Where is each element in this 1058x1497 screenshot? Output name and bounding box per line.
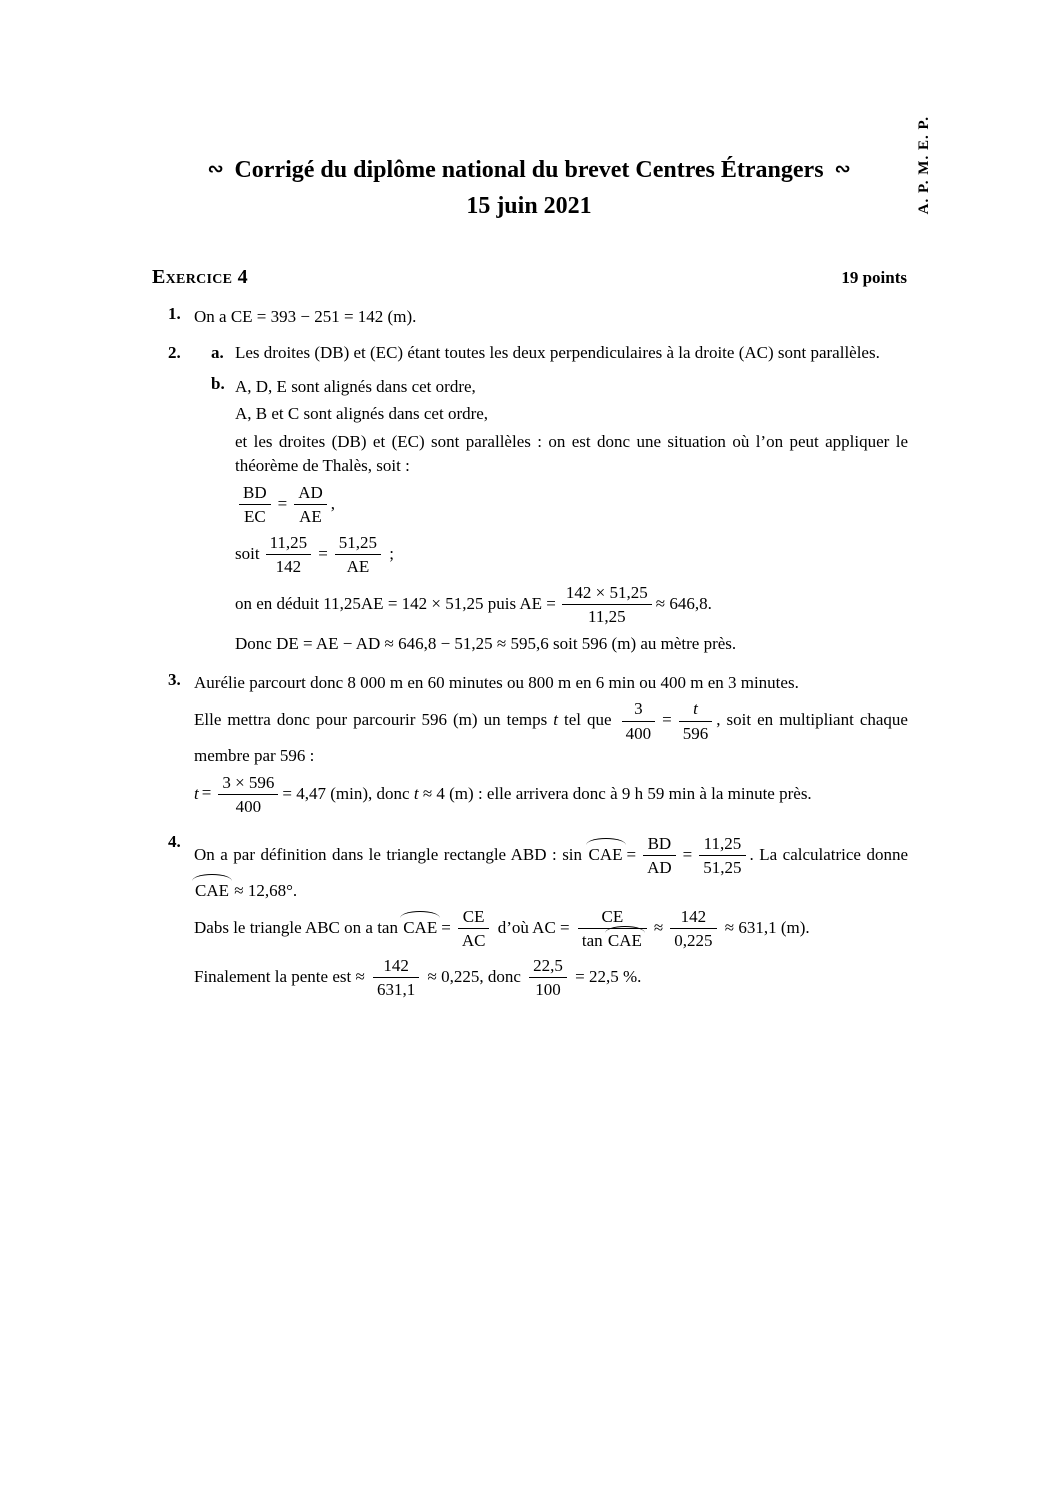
solution-item-1 [168, 302, 908, 332]
fraction-numerator: CE [458, 907, 490, 930]
approx-sign: ≈ [653, 917, 664, 937]
text-segment: Finalement la pente est ≈ [194, 966, 370, 986]
solution-item-4 [168, 830, 908, 1004]
floral-ornament-left-icon: ∾ [207, 158, 224, 180]
speed-statement: Aurélie parcourt donc 8 000 m en 60 minutes ou 800 m en 6 min ou 400 m en 3 minutes. [194, 673, 799, 693]
fraction-numerator: CE [578, 907, 647, 930]
item-number: 2. [168, 343, 181, 363]
fraction-numerator: 22,5 [529, 956, 567, 979]
angle-cae-hat [194, 879, 230, 903]
fraction-denominator: AE [299, 507, 322, 527]
angle-name: CAE [195, 880, 229, 900]
text-segment: . La calculatrice donne [749, 844, 908, 864]
title-text: Corrigé du diplôme national du brevet Centres Étrangers [234, 157, 824, 183]
angle-name: CAE [607, 931, 642, 951]
exercise-points: 19 points [841, 268, 907, 287]
item2a-text: Les droites (DB) et (EC) étant toutes les deux perpendiculaires à la droite (AC) sont parallèles. [235, 343, 880, 363]
text-segment: ≈ 12,68°. [230, 880, 298, 900]
sub-item-body [235, 372, 908, 659]
fraction-numerator: BD [239, 483, 271, 506]
slope-conclusion-paragraph [194, 955, 908, 1001]
equation-lead: soit [235, 543, 260, 563]
tangent-calculation-paragraph [194, 906, 908, 952]
variable-t: t [413, 783, 419, 803]
exercise-title: Exercice 4 [152, 266, 248, 288]
text-segment: = 4,47 (min), donc [282, 783, 414, 803]
fraction-numerator: AD [294, 483, 327, 506]
text-segment: , soit en multipliant chaque membre par 596 : [194, 710, 908, 766]
fraction [679, 699, 713, 743]
fraction-numerator: 142 [670, 907, 716, 930]
apmep-vertical-label: A. P. M. E. P. [916, 116, 932, 215]
fraction [562, 583, 652, 627]
fraction [622, 699, 656, 743]
title-date: 15 juin 2021 [466, 193, 592, 219]
item-number: 4. [168, 831, 181, 851]
sine-definition-paragraph [194, 833, 908, 903]
equals-sign: = [682, 844, 693, 864]
text-segment: d’où AC = [493, 917, 574, 937]
fraction-denominator: AD [647, 858, 672, 878]
fraction [373, 956, 419, 1000]
fraction-numerator: 3 × 596 [218, 773, 278, 796]
fraction-denominator: AC [461, 931, 486, 951]
sub-item-2b [211, 372, 908, 659]
fraction-denominator: 51,25 [703, 858, 742, 878]
equation-thales-ratio [235, 482, 908, 528]
equals-sign: = [626, 844, 637, 864]
thales-statement: et les droites (DB) et (EC) sont parallèles : on est donc une situation où l’on peut appliquer le théorème de Thalès, soit : [235, 431, 908, 475]
variable-t: t [553, 710, 558, 730]
sub-item-label: b. [211, 374, 225, 394]
sub-item-body [235, 341, 908, 365]
solution-item-2 [168, 341, 908, 659]
fraction-denominator: 0,225 [674, 931, 713, 951]
item-number: 1. [168, 304, 181, 323]
angle-cae-hat [607, 931, 643, 951]
sub-item-label: a. [211, 343, 224, 363]
equals-sign: = [662, 710, 672, 730]
text-segment: = 22,5 %. [570, 966, 642, 986]
angle-cae-hat [402, 916, 438, 940]
alignment-statement-1: A, D, E sont alignés dans cet ordre, [235, 377, 476, 397]
equals-sign: = [441, 917, 451, 937]
fraction-denominator: 11,25 [588, 607, 626, 627]
time-proportion-paragraph [194, 698, 908, 768]
fraction [335, 533, 381, 577]
fraction [699, 834, 745, 878]
equation-ae-result [235, 582, 908, 628]
fraction-denominator: 596 [682, 723, 709, 743]
text-segment: ≈ 631,1 (m). [720, 917, 810, 937]
equation-tail: ≈ 646,8. [655, 593, 712, 613]
item-body [194, 341, 908, 659]
equals-sign: = [318, 543, 328, 563]
fraction-denominator: 142 [275, 557, 302, 577]
fraction [670, 907, 716, 951]
item-body [194, 830, 908, 1004]
document-title-block [0, 0, 1058, 220]
fraction-denominator: EC [243, 507, 266, 527]
fraction [578, 907, 647, 951]
alignment-statement-2: A, B et C sont alignés dans cet ordre, [235, 404, 489, 424]
item-body [194, 668, 908, 820]
de-conclusion: Donc DE = AE − AD ≈ 646,8 − 51,25 ≈ 595,6 soit 596 (m) au mètre près. [235, 634, 737, 654]
fraction-numerator: 142 [373, 956, 419, 979]
fraction-denominator: 631,1 [377, 980, 416, 1000]
text-segment: ≈ 0,225, donc [423, 966, 526, 986]
angle-name: CAE [588, 844, 623, 864]
fraction [266, 533, 312, 577]
fraction-denominator: AE [346, 557, 370, 577]
equation-tail: , [330, 493, 336, 513]
text-segment: tan [581, 931, 607, 951]
solution-item-3 [168, 668, 908, 820]
exercise-header [152, 266, 907, 289]
fraction [218, 773, 278, 817]
equation-lead: on en déduit 11,25AE = 142 × 51,25 puis AE = [235, 593, 556, 613]
fraction-numerator: 3 [622, 699, 656, 722]
equation-thales-values [235, 532, 908, 578]
item-number: 3. [168, 670, 181, 690]
floral-ornament-right-icon: ∾ [834, 158, 851, 180]
fraction-denominator: 100 [535, 980, 561, 1000]
text-segment: Dabs le triangle ABC on a tan [194, 917, 403, 937]
text-segment: ≈ 4 (m) : elle arrivera donc à 9 h 59 min à la minute près. [418, 783, 812, 803]
time-calculation-paragraph [194, 772, 908, 818]
angle-name: CAE [403, 917, 438, 937]
fraction [458, 907, 490, 951]
fraction-numerator: 11,25 [266, 533, 312, 556]
item-body [194, 302, 908, 332]
fraction-numerator: t [679, 699, 713, 722]
text-segment: On a par définition dans le triangle rectangle ABD : sin [194, 844, 588, 864]
solution-content [168, 302, 908, 1004]
fraction-numerator: BD [643, 834, 676, 857]
title-line-1 [0, 157, 1058, 184]
fraction [239, 483, 271, 527]
equals-sign: = [201, 783, 212, 803]
text-segment: tel que [558, 710, 618, 730]
fraction-denominator: 400 [235, 797, 262, 817]
fraction [643, 834, 676, 878]
equals-sign: = [277, 493, 288, 513]
item1-text: On a CE = 393 − 251 = 142 (m). [194, 307, 417, 326]
fraction-denominator: 400 [625, 723, 652, 743]
fraction [529, 956, 567, 1000]
fraction-numerator: 142 × 51,25 [562, 583, 652, 606]
equation-tail: ; [385, 543, 395, 563]
angle-cae-hat [588, 843, 624, 867]
fraction [294, 483, 327, 527]
fraction-numerator: 51,25 [335, 533, 381, 556]
fraction-denominator [578, 929, 647, 951]
fraction-numerator: 11,25 [699, 834, 745, 857]
text-segment: Elle mettra donc pour parcourir 596 (m) un temps [194, 710, 554, 730]
variable-t: t [194, 783, 199, 803]
sub-item-2a [211, 341, 908, 365]
